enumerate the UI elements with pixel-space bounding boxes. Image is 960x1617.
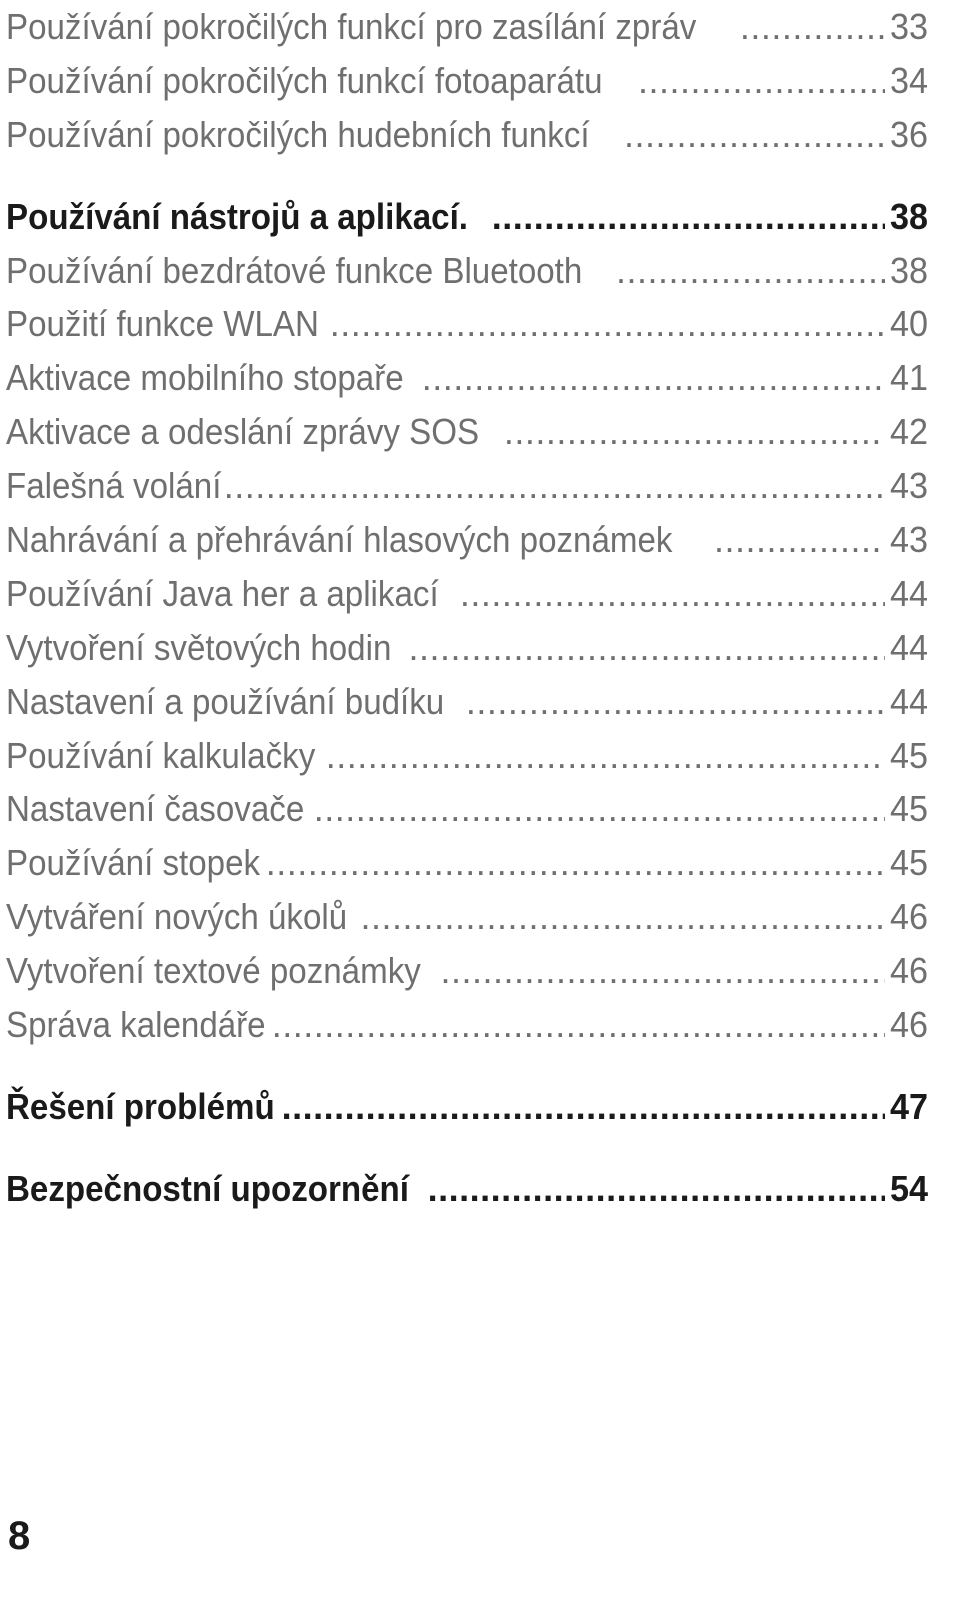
toc-leader-dots bbox=[460, 567, 885, 621]
toc-section-heading bbox=[6, 190, 928, 244]
toc-entry-page: 44 bbox=[889, 572, 928, 614]
toc-entry-page: 43 bbox=[889, 465, 928, 507]
toc-entry-title: Nahrávání a přehrávání hlasových poznámek bbox=[6, 519, 673, 561]
toc-entry-title: Používání pokročilých funkcí pro zasílání zpráv bbox=[6, 6, 697, 47]
toc-entry bbox=[6, 836, 928, 890]
toc-entry bbox=[6, 351, 928, 405]
section-spacer bbox=[6, 1134, 928, 1162]
toc-entry-page: 44 bbox=[889, 626, 928, 668]
toc-leader-dots bbox=[440, 944, 885, 998]
toc-entry-title: Nastavení a používání budíku bbox=[6, 680, 445, 722]
toc-entry-page: 34 bbox=[889, 59, 928, 101]
toc-leader-dots bbox=[638, 54, 885, 108]
toc-leader-dots bbox=[428, 1162, 885, 1216]
page-number: 8 bbox=[8, 1514, 31, 1558]
toc-entry-title: Používání stopek bbox=[6, 842, 261, 884]
toc-leader-dots bbox=[616, 244, 885, 298]
toc-entry-title: Nastavení časovače bbox=[6, 788, 305, 830]
toc-entry-page: 36 bbox=[889, 113, 928, 155]
toc-leader-dots bbox=[360, 890, 885, 944]
toc-entry-title: Používání pokročilých funkcí fotoaparátu bbox=[6, 59, 603, 101]
table-of-contents bbox=[6, 0, 928, 1216]
toc-entry bbox=[6, 405, 928, 459]
toc-heading-page: 38 bbox=[889, 195, 928, 237]
toc-entry bbox=[6, 108, 928, 162]
toc-leader-dots bbox=[272, 998, 885, 1052]
toc-leader-dots bbox=[282, 1080, 885, 1134]
toc-entry bbox=[6, 729, 928, 783]
toc-entry-title: Používání bezdrátové funkce Bluetooth bbox=[6, 249, 583, 291]
section-spacer bbox=[6, 162, 928, 190]
toc-leader-dots bbox=[266, 836, 885, 890]
toc-leader-dots bbox=[326, 729, 885, 783]
toc-section-heading bbox=[6, 1162, 928, 1216]
toc-entry-title: Použití funkce WLAN bbox=[6, 303, 319, 345]
toc-leader-dots bbox=[422, 351, 885, 405]
toc-entry-page: 46 bbox=[889, 950, 928, 992]
toc-leader-dots bbox=[330, 297, 885, 351]
toc-entry-page: 43 bbox=[889, 519, 928, 561]
toc-entry-title: Vytvoření textové poznámky bbox=[6, 950, 421, 992]
toc-entry-title: Používání kalkulačky bbox=[6, 734, 316, 776]
toc-entry-page: 44 bbox=[889, 680, 928, 722]
toc-entry-title: Aktivace mobilního stopaře bbox=[6, 357, 404, 399]
toc-entry bbox=[6, 0, 928, 54]
toc-entry-title: Používání Java her a aplikací bbox=[6, 572, 439, 614]
toc-entry-title: Správa kalendáře bbox=[6, 1004, 266, 1046]
toc-entry-page: 46 bbox=[889, 896, 928, 938]
toc-leader-dots bbox=[466, 675, 885, 729]
toc-section-heading bbox=[6, 1080, 928, 1134]
toc-entry-title: Aktivace a odeslání zprávy SOS bbox=[6, 411, 480, 453]
toc-leader-dots bbox=[224, 459, 885, 513]
toc-entry-page: 41 bbox=[889, 357, 928, 399]
toc-entry-page: 45 bbox=[889, 734, 928, 776]
toc-entry-page: 45 bbox=[889, 788, 928, 830]
toc-entry bbox=[6, 944, 928, 998]
toc-entry-title: Vytvoření světových hodin bbox=[6, 626, 392, 668]
toc-entry bbox=[6, 621, 928, 675]
toc-entry-page: 42 bbox=[889, 411, 928, 453]
section-spacer bbox=[6, 1052, 928, 1080]
toc-leader-dots bbox=[314, 782, 885, 836]
toc-entry bbox=[6, 782, 928, 836]
toc-entry-title: Falešná volání bbox=[6, 465, 222, 507]
toc-entry bbox=[6, 459, 928, 513]
toc-heading-title: Používání nástrojů a aplikací. bbox=[6, 195, 468, 237]
toc-entry-page: 40 bbox=[889, 303, 928, 345]
toc-leader-dots bbox=[492, 190, 885, 244]
toc-entry bbox=[6, 513, 928, 567]
toc-leader-dots bbox=[504, 405, 885, 459]
toc-entry bbox=[6, 567, 928, 621]
toc-entry bbox=[6, 297, 928, 351]
toc-entry-title: Vytváření nových úkolů bbox=[6, 896, 348, 938]
toc-leader-dots bbox=[624, 108, 885, 162]
toc-entry-page: 33 bbox=[889, 6, 928, 47]
toc-leader-dots bbox=[740, 0, 885, 54]
toc-leader-dots bbox=[408, 621, 885, 675]
toc-heading-page: 47 bbox=[889, 1085, 928, 1127]
toc-entry bbox=[6, 244, 928, 298]
toc-heading-page: 54 bbox=[889, 1167, 928, 1209]
toc-leader-dots bbox=[714, 513, 885, 567]
toc-heading-title: Bezpečnostní upozornění bbox=[6, 1167, 409, 1209]
toc-entry bbox=[6, 54, 928, 108]
toc-entry-title: Používání pokročilých hudebních funkcí bbox=[6, 113, 590, 155]
toc-heading-title: Řešení problémů bbox=[6, 1085, 275, 1127]
toc-entry-page: 45 bbox=[889, 842, 928, 884]
toc-entry bbox=[6, 890, 928, 944]
toc-entry-page: 46 bbox=[889, 1004, 928, 1046]
toc-entry bbox=[6, 998, 928, 1052]
toc-entry-page: 38 bbox=[889, 249, 928, 291]
toc-entry bbox=[6, 675, 928, 729]
